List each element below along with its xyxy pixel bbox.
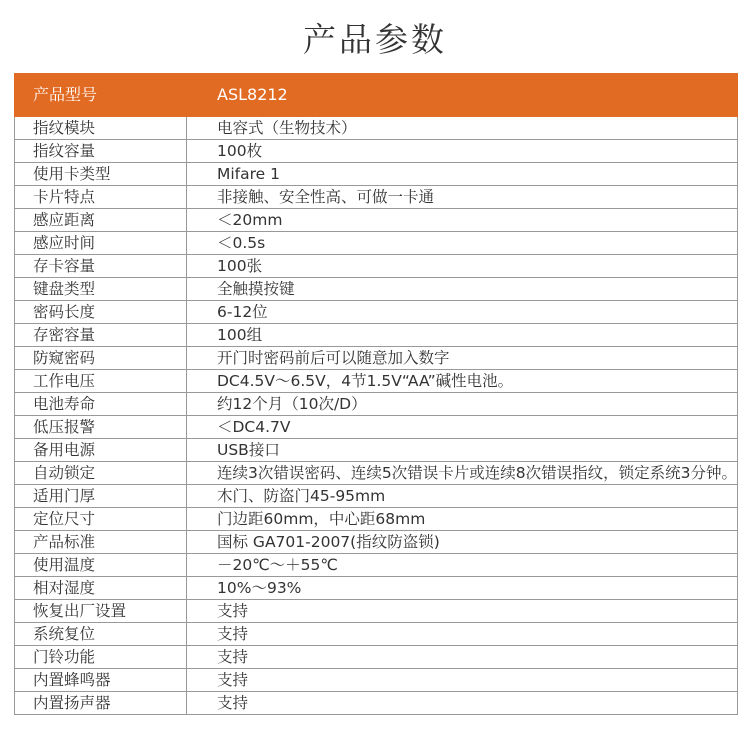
table-row (15, 370, 738, 393)
spec-value: ＜20mm (187, 209, 738, 232)
table-row (15, 209, 738, 232)
table-row (15, 278, 738, 301)
table-row (15, 232, 738, 255)
spec-value: －20℃～＋55℃ (187, 554, 738, 577)
table-row (15, 554, 738, 577)
spec-value: Mifare 1 (187, 163, 738, 186)
table-row (15, 531, 738, 554)
spec-label: 自动锁定 (15, 462, 187, 485)
spec-value: 100组 (187, 324, 738, 347)
spec-label: 产品标准 (15, 531, 187, 554)
table-row (15, 255, 738, 278)
spec-value: 约12个月（10次/D） (187, 393, 738, 416)
spec-label: 电池寿命 (15, 393, 187, 416)
spec-value: DC4.5V～6.5V，4节1.5V“AA”碱性电池。 (187, 370, 738, 393)
table-row (15, 347, 738, 370)
spec-table (14, 73, 738, 715)
table-row (15, 692, 738, 715)
spec-value: 电容式（生物技术） (187, 117, 738, 140)
header-value: ASL8212 (187, 74, 738, 117)
spec-label: 防窥密码 (15, 347, 187, 370)
spec-value: 木门、防盗门45-95mm (187, 485, 738, 508)
spec-value: 支持 (187, 646, 738, 669)
spec-label: 存密容量 (15, 324, 187, 347)
table-row (15, 623, 738, 646)
spec-label: 适用门厚 (15, 485, 187, 508)
table-header-row (15, 74, 738, 117)
table-row (15, 117, 738, 140)
spec-value: 门边距60mm，中心距68mm (187, 508, 738, 531)
table-row (15, 393, 738, 416)
table-row (15, 669, 738, 692)
table-row (15, 577, 738, 600)
header-label: 产品型号 (15, 74, 187, 117)
table-row (15, 646, 738, 669)
spec-label: 指纹模块 (15, 117, 187, 140)
spec-value: 10%～93% (187, 577, 738, 600)
spec-value: 开门时密码前后可以随意加入数字 (187, 347, 738, 370)
spec-label: 低压报警 (15, 416, 187, 439)
spec-label: 使用温度 (15, 554, 187, 577)
page-title: 产品参数 (303, 20, 447, 59)
spec-label: 内置扬声器 (15, 692, 187, 715)
spec-value: 连续3次错误密码、连续5次错误卡片或连续8次错误指纹，锁定系统3分钟。 (187, 462, 738, 485)
table-row (15, 462, 738, 485)
spec-value: 6-12位 (187, 301, 738, 324)
table-row (15, 416, 738, 439)
spec-label: 系统复位 (15, 623, 187, 646)
spec-label: 键盘类型 (15, 278, 187, 301)
spec-value: 全触摸按键 (187, 278, 738, 301)
spec-label: 门铃功能 (15, 646, 187, 669)
spec-label: 内置蜂鸣器 (15, 669, 187, 692)
spec-label: 工作电压 (15, 370, 187, 393)
spec-value: USB接口 (187, 439, 738, 462)
table-row (15, 140, 738, 163)
spec-label: 使用卡类型 (15, 163, 187, 186)
spec-label: 备用电源 (15, 439, 187, 462)
table-row (15, 439, 738, 462)
table-row (15, 485, 738, 508)
table-row (15, 163, 738, 186)
table-row (15, 186, 738, 209)
spec-value: 支持 (187, 692, 738, 715)
table-row (15, 600, 738, 623)
spec-label: 感应距离 (15, 209, 187, 232)
spec-label: 密码长度 (15, 301, 187, 324)
spec-label: 相对湿度 (15, 577, 187, 600)
spec-label: 感应时间 (15, 232, 187, 255)
spec-label: 定位尺寸 (15, 508, 187, 531)
table-row (15, 301, 738, 324)
spec-label: 指纹容量 (15, 140, 187, 163)
table-row (15, 508, 738, 531)
spec-label: 恢复出厂设置 (15, 600, 187, 623)
spec-value: 100枚 (187, 140, 738, 163)
spec-value: ＜0.5s (187, 232, 738, 255)
spec-value: 支持 (187, 600, 738, 623)
spec-value: 支持 (187, 669, 738, 692)
spec-value: 国标 GA701-2007(指纹防盗锁) (187, 531, 738, 554)
spec-value: 支持 (187, 623, 738, 646)
spec-label: 存卡容量 (15, 255, 187, 278)
spec-label: 卡片特点 (15, 186, 187, 209)
table-row (15, 324, 738, 347)
spec-value: ＜DC4.7V (187, 416, 738, 439)
spec-value: 100张 (187, 255, 738, 278)
spec-value: 非接触、安全性高、可做一卡通 (187, 186, 738, 209)
